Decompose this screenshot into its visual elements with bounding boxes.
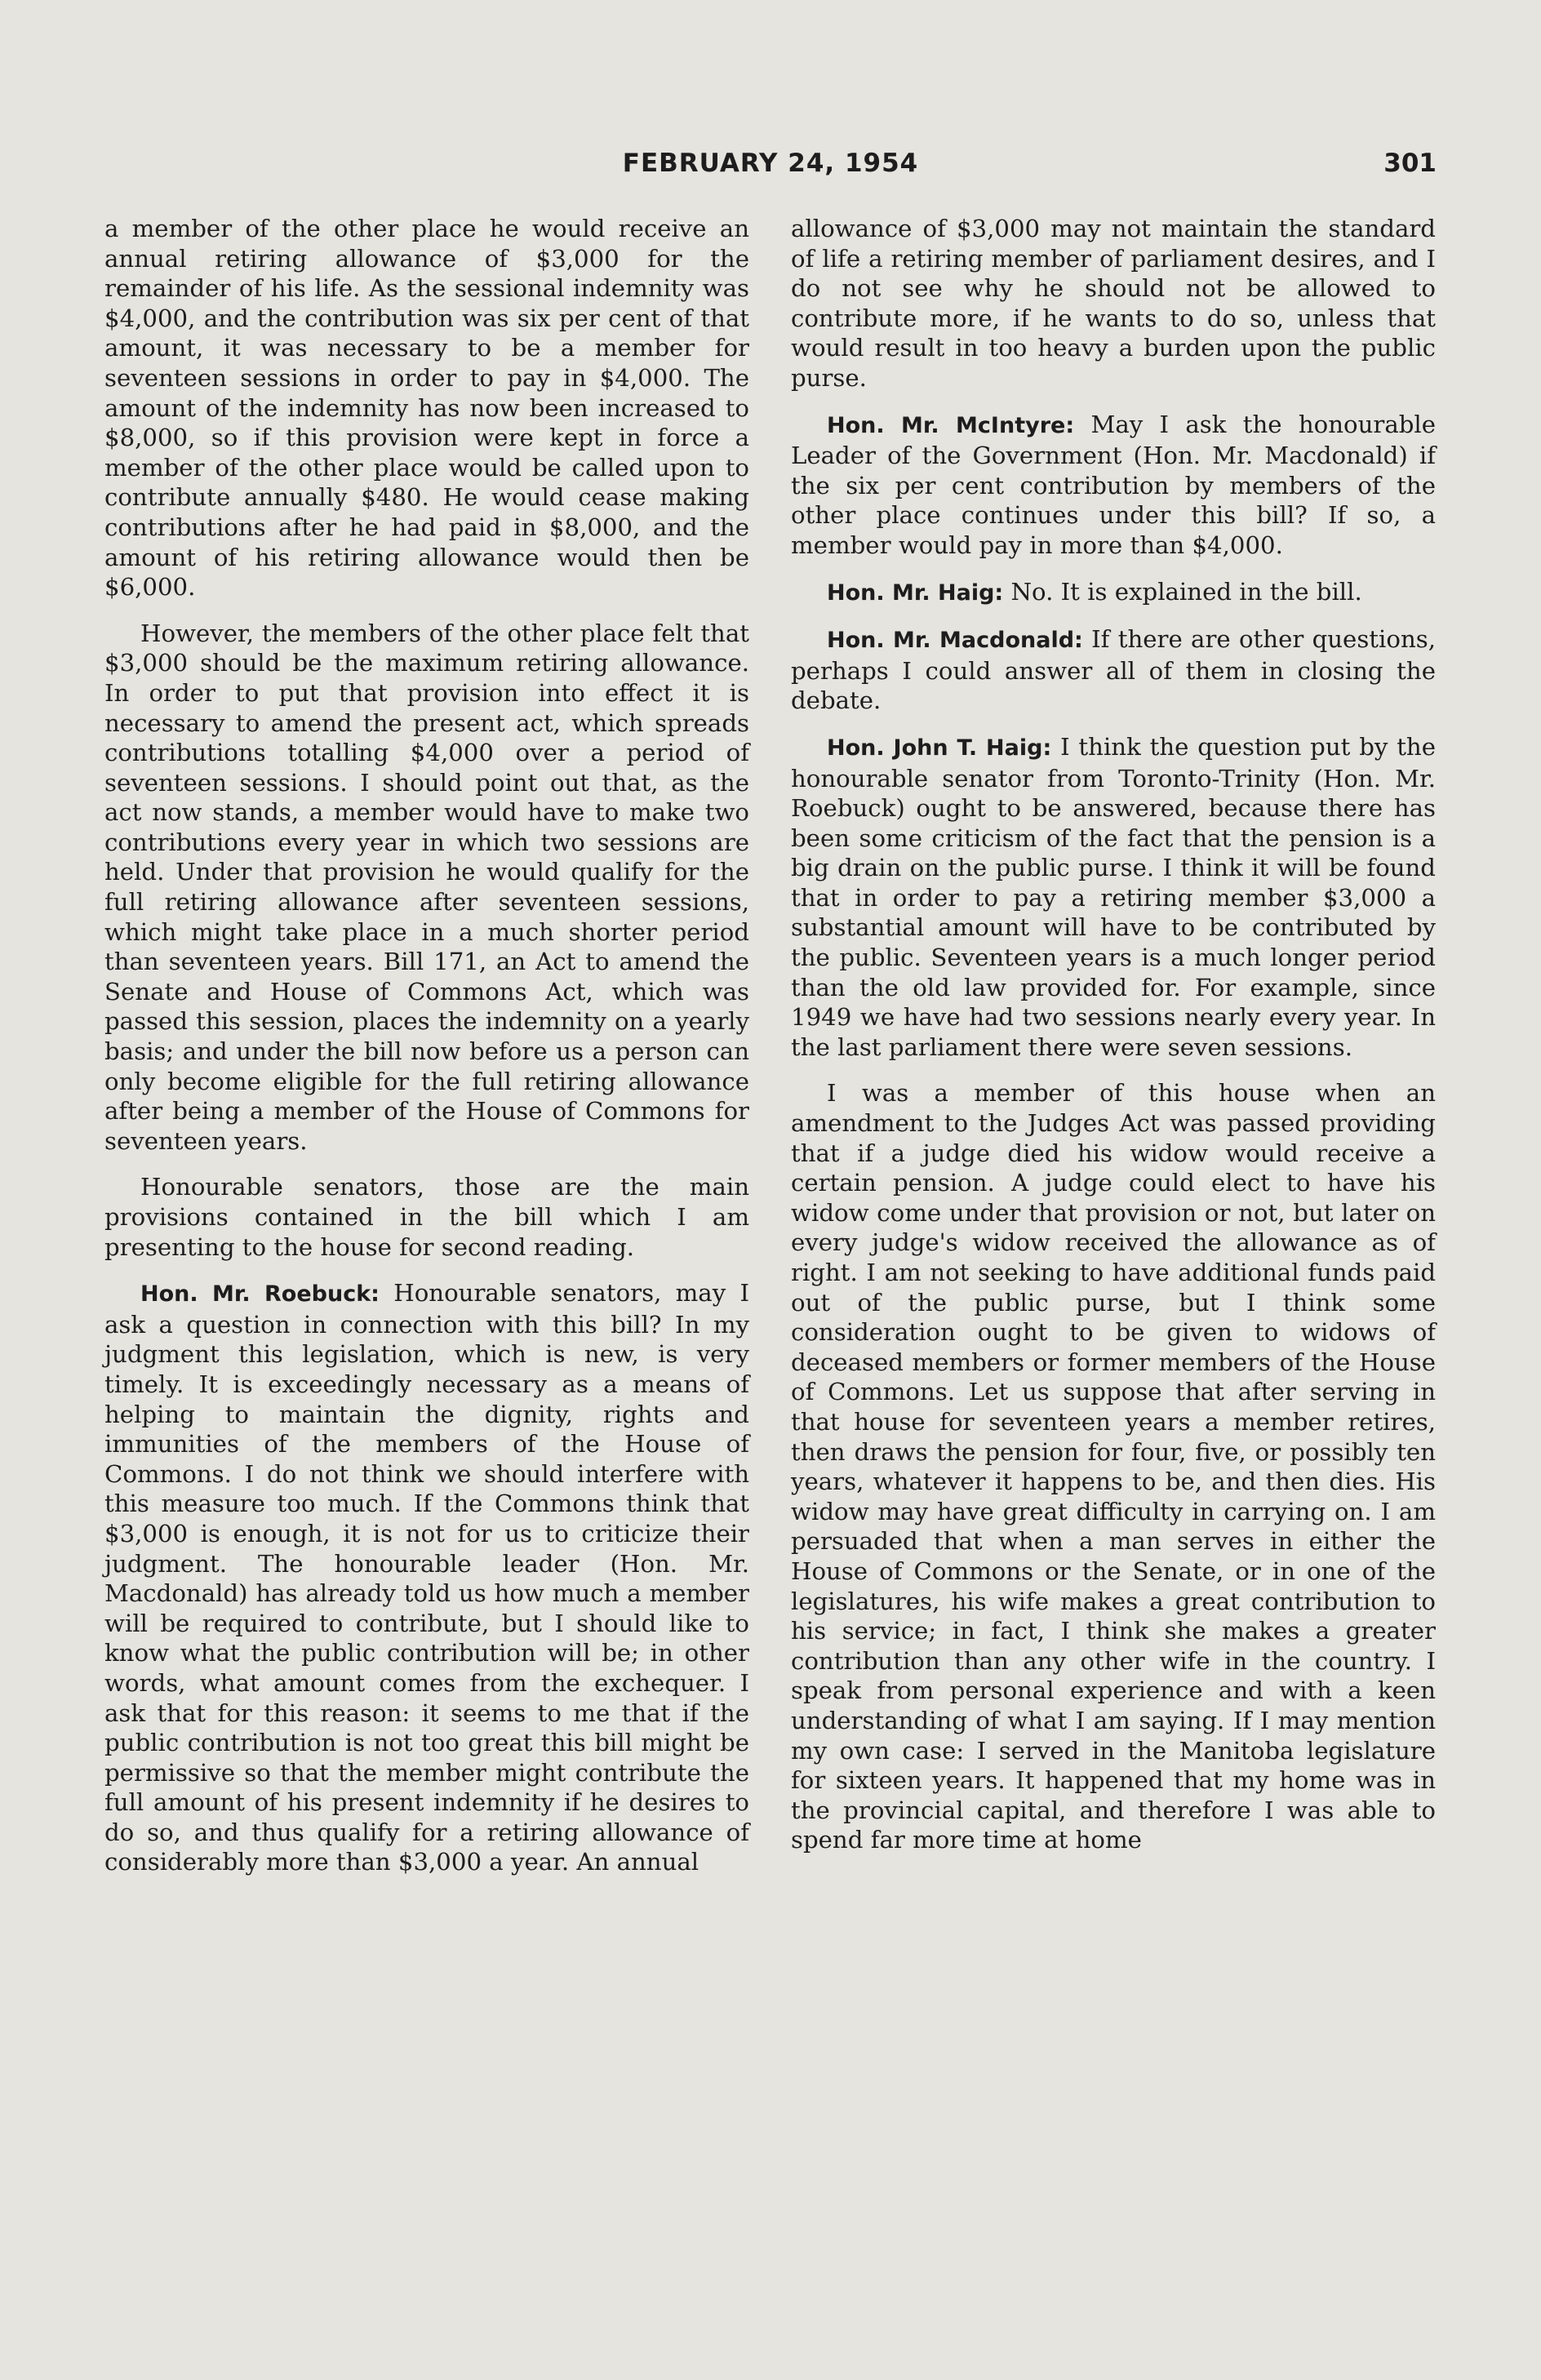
paragraph-text: If there are other questions, perhaps I could answer all of them in closing the debate. [791, 625, 1436, 715]
header-date: FEBRUARY 24, 1954 [622, 149, 919, 178]
paragraph [791, 1078, 1436, 1854]
paragraph [104, 214, 749, 602]
page-number: 301 [1383, 149, 1437, 178]
paragraph-text: Honourable senators, those are the main provisions contained in the bill which I am presenting to the house for second reading. [104, 1173, 749, 1261]
speech-paragraph [791, 732, 1436, 1063]
speech-paragraph [104, 1278, 749, 1877]
speaker-name: Hon. Mr. Haig: [827, 579, 1004, 606]
paragraph-text: I think the question put by the honourable senator from Toronto-Trinity (Hon. Mr. Roebuck) ought to be answered, because there has been some criticism of the fact that the pension is a big drain on the public purse. I think it will be found that in order to pay a retiring member $3,000 a substantial amount will have to be contributed by the public. Seventeen years is a much longer period than the old law provided for. For example, since 1949 we have had two sessions nearly every year. In the last parliament there were seven sessions. [791, 732, 1436, 1061]
speech-paragraph [791, 410, 1436, 561]
speaker-name: Hon. Mr. Roebuck: [140, 1281, 380, 1308]
paragraph-text: I was a member of this house when an amendment to the Judges Act was passed providing that if a judge died his widow would receive a certain pension. A judge could elect to have his widow come under that provision or not, but later on every judge's widow received the allowance as of right. I am not seeking to have additional funds paid out of the public purse, but I think some consideration ought to be given to widows of deceased members or former members of the House of Commons. Let us suppose that after serving in that house for seventeen years a member retires, then draws the pension for four, five, or possibly ten years, whatever it happens to be, and then dies. His widow may have great difficulty in carrying on. I am persuaded that when a man serves in either the House of Commons or the Senate, or in one of the legislatures, his wife makes a great contribution to his service; in fact, I think she makes a greater contribution than any other wife in the country. I speak from personal experience and with a keen understanding of what I am saying. If I may mention my own case: I served in the Manitoba legislature for sixteen years. It happened that my home was in the provincial capital, and therefore I was able to spend far more time at home [791, 1079, 1436, 1854]
speaker-name: Hon. John T. Haig: [827, 735, 1052, 761]
paragraph-text: May I ask the honourable Leader of the Government (Hon. Mr. Macdonald) if the six per cent contribution by members of the other place continues under this bill? If so, a member would pay in more than $4,000. [791, 410, 1437, 559]
speaker-name: Hon. Mr. Macdonald: [827, 628, 1083, 654]
left-column [104, 214, 749, 1894]
paragraph-text: No. It is explained in the bill. [1010, 577, 1362, 606]
paragraph-text: However, the members of the other place felt that $3,000 should be the maximum retiring allowance. In order to put that provision into effect it is necessary to amend the present act, which spreads contributions totalling $4,000 over a period of seventeen sessions. I should point out that, as the act now stands, a member would have to make two contributions every year in which two sessions are held. Under that provision he would qualify for the full retiring allowance after seventeen sessions, which might take place in a much shorter period than seventeen years. Bill 171, an Act to amend the Senate and House of Commons Act, which was passed this session, places the indemnity on a yearly basis; and under the bill now before us a person can only become eligible for the full retiring allowance after being a member of the House of Commons for seventeen years. [104, 619, 749, 1155]
paragraph [104, 619, 749, 1157]
paragraph-text: Honourable senators, may I ask a question in connection with this bill? In my judgment this legislation, which is new, is very timely. It is exceedingly necessary as a means of helping to maintain the dignity, rights and immunities of the members of the House of Commons. I do not think we should interfere with this measure too much. If the Commons think that $3,000 is enough, it is not for us to criticize their judgment. The honourable leader (Hon. Mr. Macdonald) has already told us how much a member will be required to contribute, but I should like to know what the public contribution will be; in other words, what amount comes from the exchequer. I ask that for this reason: it seems to me that if the public contribution is not too great this bill might be permissive so that the member might contribute the full amount of his present indemnity if he desires to do so, and thus qualify for a retiring allowance of considerably more than $3,000 a year. An annual [104, 1279, 749, 1876]
paragraph-text: a member of the other place he would receive an annual retiring allowance of $3,000 for the remainder of his life. As the sessional indemnity was $4,000, and the contribution was six per cent of that amount, it was necessary to be a member for seventeen sessions in order to pay in $4,000. The amount of the indemnity has now been increased to $8,000, so if this provision were kept in force a member of the other place would be called upon to contribute annually $480. He would cease making contributions after he had paid in $8,000, and the amount of his retiring allowance would then be $6,000. [104, 215, 749, 602]
speech-paragraph [791, 624, 1436, 716]
paragraph-text: allowance of $3,000 may not maintain the standard of life a retiring member of parliament desires, and I do not see why he should not be allowed to contribute more, if he wants to do so, unless that would result in too heavy a burden upon the public purse. [791, 215, 1436, 392]
paragraph [104, 1172, 749, 1262]
right-column [791, 214, 1436, 1872]
speaker-name: Hon. Mr. McIntyre: [827, 412, 1075, 438]
paragraph [791, 214, 1436, 393]
page-header [104, 149, 1437, 189]
speech-paragraph [791, 577, 1436, 609]
